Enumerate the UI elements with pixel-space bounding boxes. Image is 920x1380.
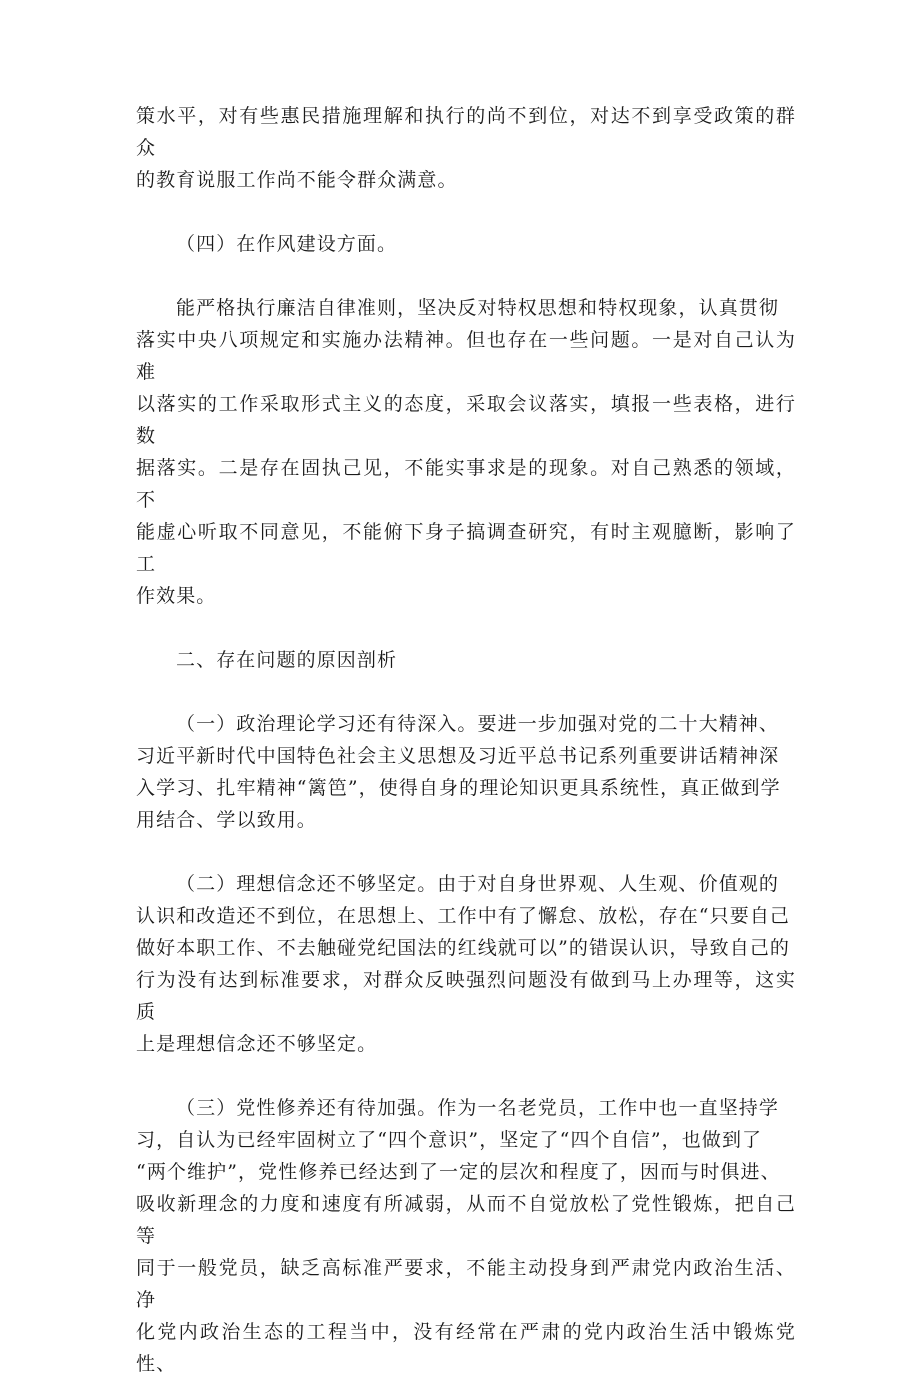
paragraph-cause-party-spirit: （三）党性修养还有待加强。作为一名老党员，工作中也一直坚持学 习，自认为已经牢固树立了“四个意识”，坚定了“四个自信”，也做到了 “两个维护”，党性修养已经达到了一定的层次和程度了，因而与时俱进、 吸收新理念的力度和速度有所减弱，从而不自觉放松了党性锻炼，把自己等 同于一般党员，缺乏高标准严要求，不能主动投身到严肃党内政治生活、净 化党内政治生态的工程当中，没有经常在严肃的党内政治生活中锻炼党性、 <box>136 1097 796 1375</box>
paragraph-continuation: 策水平，对有些惠民措施理解和执行的尚不到位，对达不到享受政策的群众 的教育说服工作尚不能令群众满意。 <box>136 105 796 191</box>
section-heading-style: （四）在作风建设方面。 <box>176 233 398 255</box>
document-page <box>136 100 796 1380</box>
paragraph-style-details: 能严格执行廉洁自律准则，坚决反对特权思想和特权现象，认真贯彻 落实中央八项规定和实施办法精神。但也存在一些问题。一是对自己认为难 以落实的工作采取形式主义的态度，采取会议落实，填报一些表格，进行数 据落实。二是存在固执己见，不能实事求是的现象。对自己熟悉的领域，不 能虚心听取不同意见，不能俯下身子搞调查研究，有时主观臆断，影响了工 作效果。 <box>136 297 796 607</box>
section-heading-causes: 二、存在问题的原因剖析 <box>176 649 398 671</box>
paragraph-cause-theory: （一）政治理论学习还有待深入。要进一步加强对党的二十大精神、 习近平新时代中国特色社会主义思想及习近平总书记系列重要讲话精神深 入学习、扎牢精神“篱笆”，使得自身的理论知识更具系统性，真正做到学 用结合、学以致用。 <box>136 713 781 831</box>
paragraph-cause-belief: （二）理想信念还不够坚定。由于对自身世界观、人生观、价值观的 认识和改造还不到位，在思想上、工作中有了懈怠、放松，存在“只要自己 做好本职工作、不去触碰党纪国法的红线就可以”的错误认识，导致自己的 行为没有达到标准要求，对群众反映强烈问题没有做到马上办理等，这实质 上是理想信念还不够坚定。 <box>136 873 796 1055</box>
